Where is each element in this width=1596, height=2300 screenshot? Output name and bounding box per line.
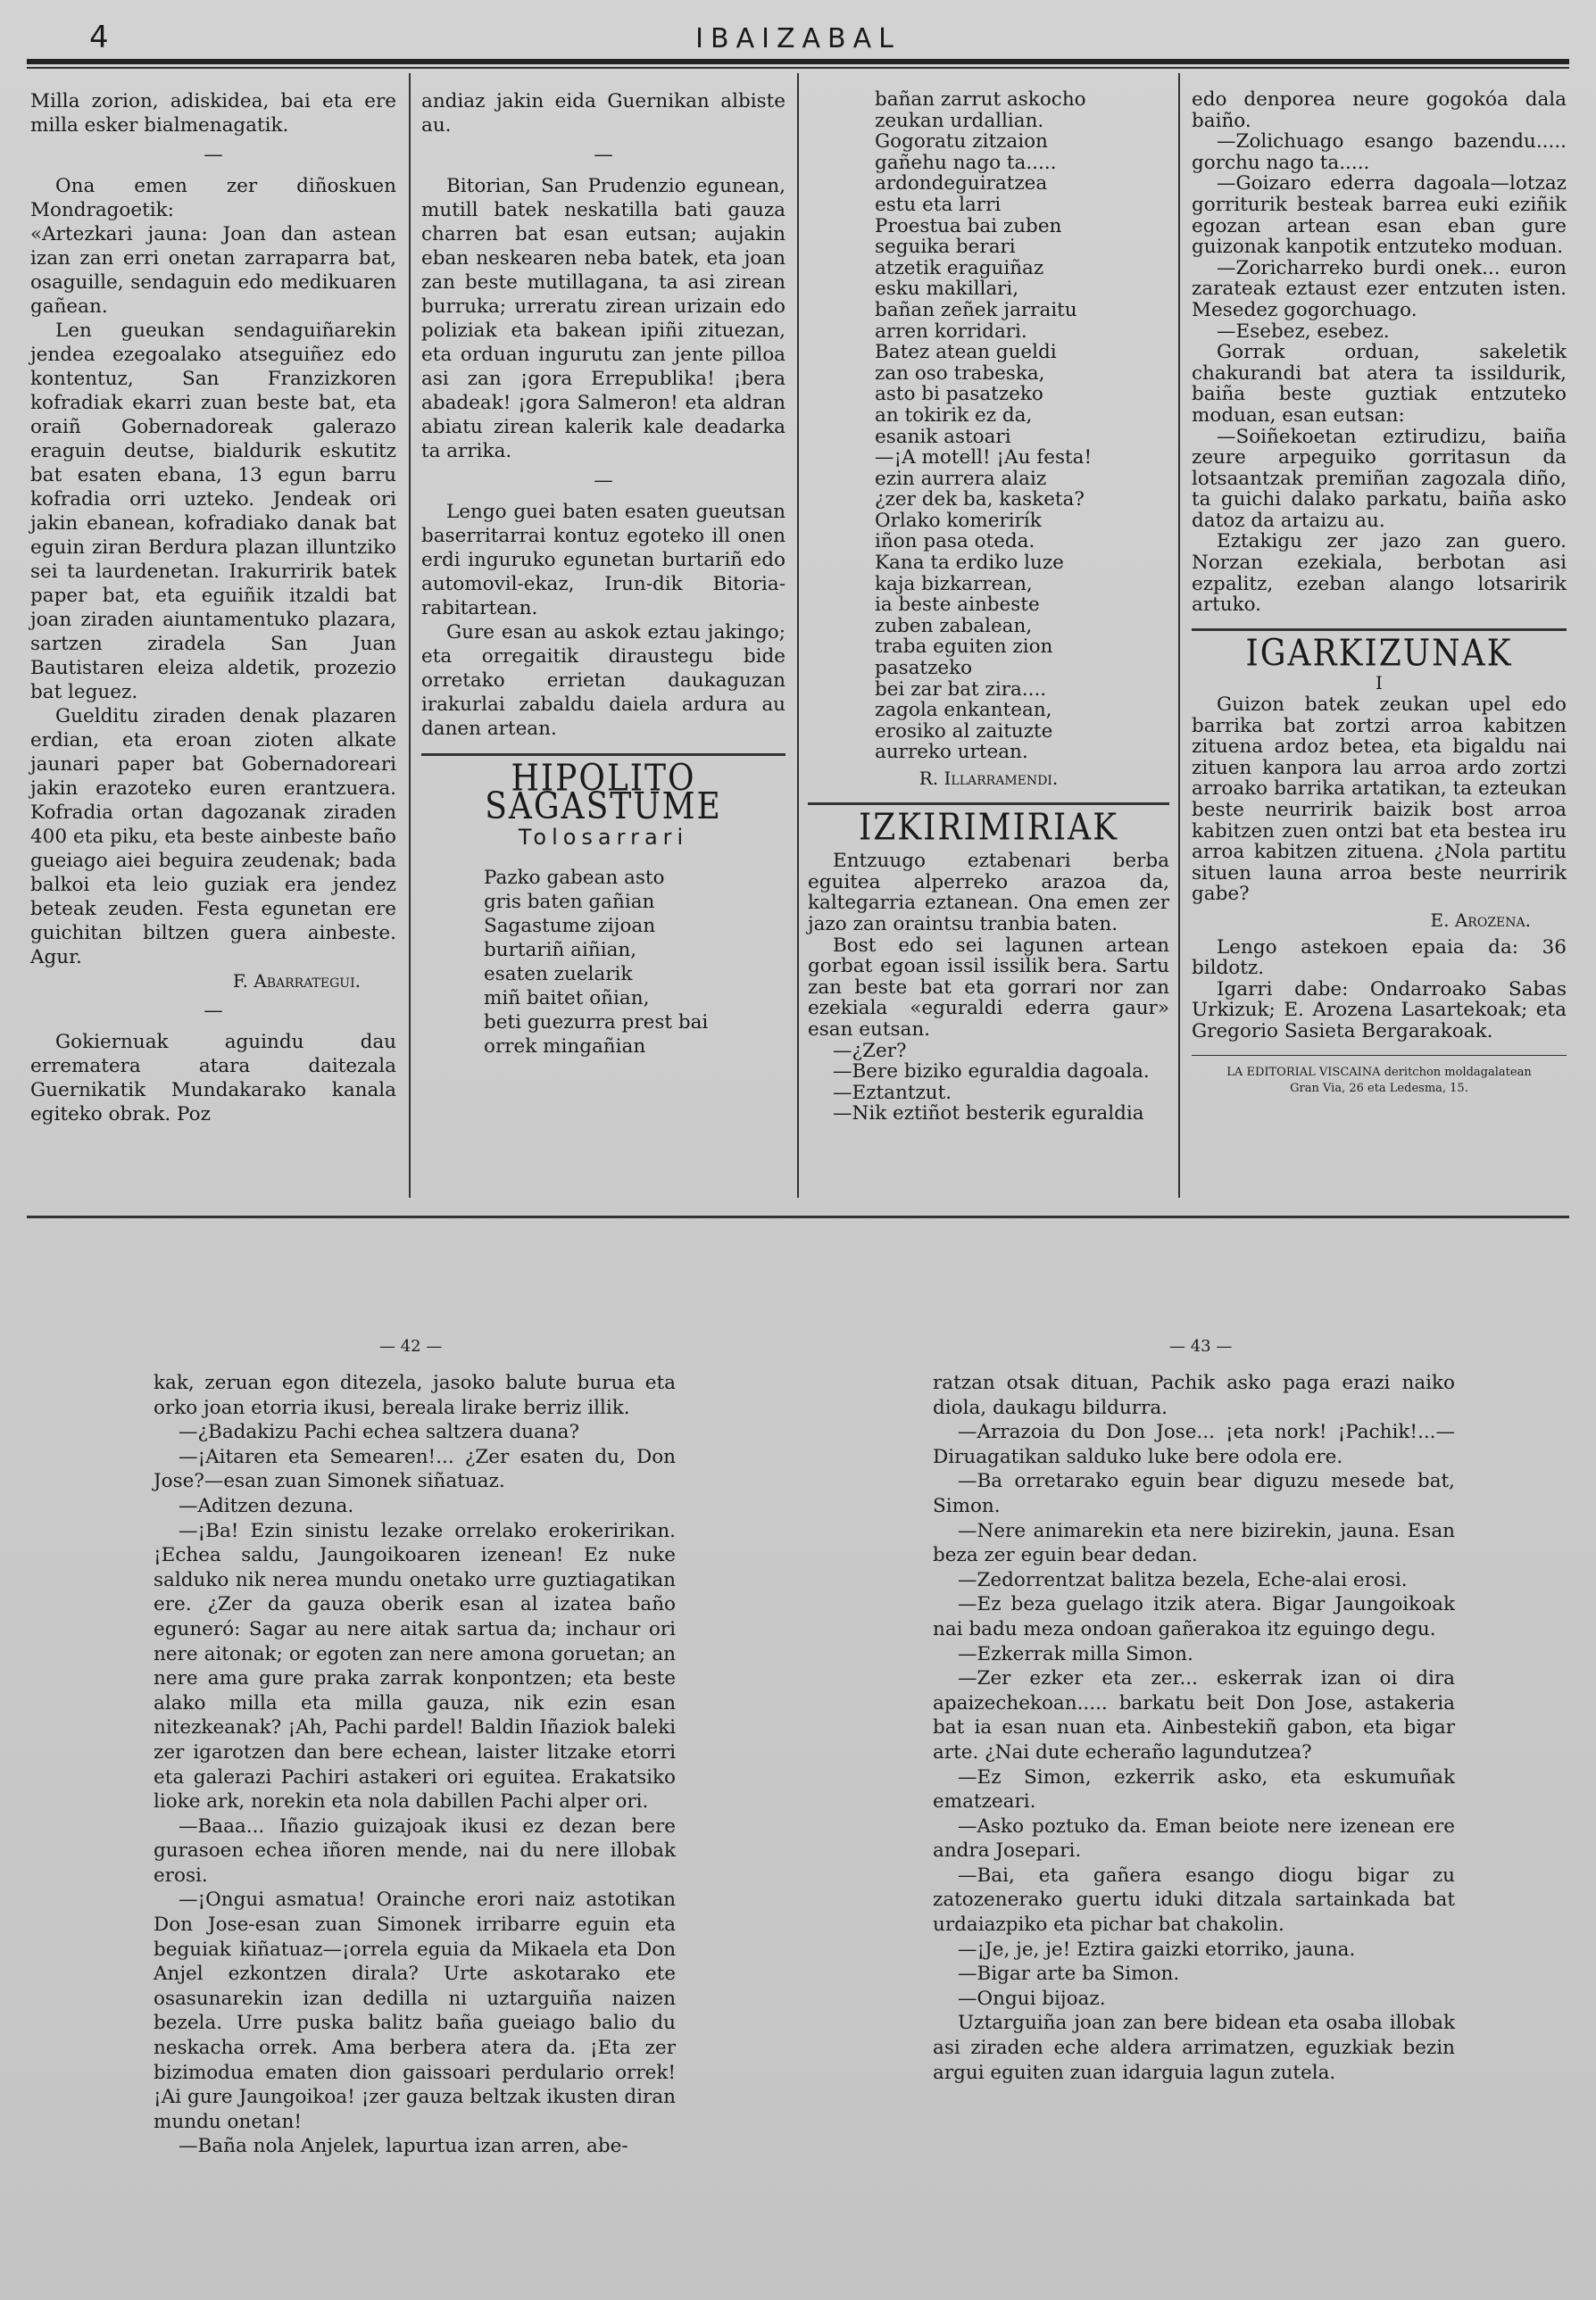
- page-bottom-rule: [27, 1216, 1569, 1218]
- column-1: [30, 89, 396, 1126]
- paragraph: Lengo guei baten esaten gueutsan baserritarrai kontuz egoteko ill onen erdi inguruko egunetan burtariñ edo automovil-ekaz, Irun-dik Bitoria-rabitartean.: [421, 501, 786, 619]
- separator: —: [594, 144, 613, 166]
- paragraph: Gokiernuak aguindu dau errematera atara daitezala Guernikatik Mundakarako kanala egiteko obrak. Poz: [30, 1031, 396, 1125]
- verse-line: asto bi pasatzeko: [875, 383, 1043, 406]
- lower-right-page: [933, 1371, 1455, 2085]
- newspaper-title: IBAIZABAL: [695, 23, 901, 54]
- signature: R. Illarramendi.: [919, 768, 1059, 789]
- paragraph: andiaz jakin eida Guernikan albiste au.: [421, 90, 786, 137]
- verse-line: iñon pasa oteda.: [875, 530, 1035, 553]
- imprint: LA EDITORIAL VISCAINA deritchon moldagalatean: [1226, 1065, 1532, 1079]
- verse-line: ia beste ainbeste: [875, 594, 1040, 617]
- verse-line: miñ baitet oñian,: [484, 987, 650, 1009]
- column-divider: [797, 73, 799, 1198]
- lower-right-page-number: — 43 —: [1169, 1337, 1233, 1356]
- paragraph: —Bere biziko eguraldia dagoala.: [833, 1060, 1150, 1084]
- section-title: IGARKIZUNAK: [1245, 632, 1513, 675]
- verse-line: pasatzeko: [875, 657, 973, 680]
- paragraph: Entzuugo eztabenari berba eguitea alperreko arazoa da, kaltegarria eztanean. Ona emen zer jazo zan oraintsu tranbia baten.: [808, 850, 1169, 935]
- verse-line: Pazko gabean asto: [484, 867, 665, 889]
- column-divider: [409, 73, 411, 1198]
- paragraph: —Aditzen dezuna.: [179, 1494, 354, 1517]
- verse-line: kaja bizkarrean,: [875, 572, 1033, 595]
- paragraph: Ona emen zer diñoskuen Mondragoetik:: [30, 175, 396, 221]
- verse-line: burtariñ aiñian,: [484, 939, 637, 961]
- paragraph: —Eztantzut.: [833, 1081, 952, 1104]
- page-header: [27, 16, 1569, 61]
- paragraph: Guelditu ziraden denak plazaren erdian, eta eroan zioten alkate jaunari paper bat Gobernadoreari jakin erazoteko euren erantzuera. Kofradia ortan dagozanak ziraden 400 eta piku, eta beste ainbeste baño gueiago aiei beguira zeudenak; bada balkoi eta leio guziak era jendez beteak zeuden. Festa egunetan ere guichitan biltzen guera ainbeste. Agur.: [30, 705, 396, 968]
- section-body: [808, 851, 1169, 1125]
- riddle-number: I: [1376, 672, 1383, 694]
- section-rule: [808, 802, 1169, 805]
- paragraph: edo denporea neure gogokóa dala baiño.: [1192, 88, 1567, 132]
- paragraph: —Zer ezker eta zer... eskerrak izan oi dira apaizechekoan..... barkatu beit Don Jose, astakeria bat ia esan nuan eta. Ainbestekiñ gabon, eta bigar arte. ¿Nai dute echeraño lagundutzea?: [933, 1667, 1455, 1764]
- riddle-text: Guizon batek zeukan upel edo barrika bat zortzi arroa kabitzen zituena ardoz betea, eta bigaldu nai zituen kanpora lau arroa ardo zortzi arroako barrika artatikan, ta ezteukan beste neurririk baizik bost arroa kabitzen zuen ontzi bat eta bestea iru arroa kabitzen zituena. ¿Nola partitu situen launa arroa beste neurririk gabe?: [1192, 693, 1567, 906]
- paragraph: Milla zorion, adiskidea, bai eta ere milla esker bialmenagatik.: [30, 90, 396, 137]
- poem-title: HIPOLITO SAGASTUME: [485, 757, 722, 828]
- paragraph: —Ez Simon, ezkerrik asko, eta eskumuñak ematzeari.: [933, 1765, 1455, 1814]
- paragraph: —Baña nola Anjelek, lapurtua izan arren, abe-: [179, 2135, 628, 2158]
- verse-line: zuben zabalean,: [875, 614, 1033, 637]
- verse-line: zagola enkantean,: [875, 699, 1052, 722]
- verse-line: Sagastume zijoan: [484, 915, 656, 937]
- verse-line: bei zar bat zira....: [875, 677, 1047, 701]
- paragraph: —¿Zer?: [833, 1039, 907, 1062]
- column-divider: [1178, 73, 1180, 1198]
- verse-line: bañan zeñek jarraitu: [875, 298, 1077, 321]
- paragraph: —Ez beza guelago itzik atera. Bigar Jaungoikoak nai badu meza ondoan gañerakoa itz eguingo degu.: [933, 1593, 1455, 1640]
- paragraph: ratzan otsak dituan, Pachik asko paga erazi naiko diola, daukagu bildurra.: [933, 1372, 1455, 1419]
- poem-verses-continued: [808, 89, 1169, 763]
- verse-line: esaten zuelarik: [484, 963, 633, 985]
- paragraph: —¿Badakizu Pachi echea saltzera duana?: [179, 1421, 580, 1444]
- paragraph: —Esebez, esebez.: [1217, 320, 1390, 343]
- paragraph: Bost edo sei lagunen artean gorbat egoan issil issilik bera. Sartu zan beste bat eta gorrari nor zan ezekiala «eguraldi ederra gaur» esan eutsan.: [808, 934, 1169, 1041]
- verse-line: estu eta larri: [875, 193, 1002, 216]
- paragraph: —Nik eztiñot besterik eguraldia: [833, 1102, 1144, 1125]
- header-rule-thin: [27, 67, 1569, 69]
- paragraph: —Arrazoia du Don Jose... ¡eta nork! ¡Pachik!...—Diruagatikan salduko luke bere odola ere.: [933, 1421, 1455, 1468]
- paragraph: —Ezkerrak milla Simon.: [958, 1642, 1193, 1665]
- header-rule: [27, 59, 1569, 64]
- verse-line: ardondeguiratzea: [875, 172, 1048, 195]
- verse-line: gañehu nago ta.....: [875, 151, 1057, 174]
- paragraph: Gure esan au askok eztau jakingo; eta orregaitik diraustegu bide orretako errietan daukaguzan irakurlai zabaldu daiela ardura au danen artean.: [421, 621, 786, 740]
- verse-line: ¿zer dek ba, kasketa?: [875, 488, 1085, 511]
- poem-subtitle: Tolosarrari: [518, 825, 689, 850]
- verse-line: traba eguiten zion: [875, 635, 1053, 659]
- paragraph: —Zolichuago esango bazendu..... gorchu nago ta.....: [1192, 130, 1567, 174]
- section-rule: [1192, 1055, 1567, 1056]
- section-title: IZKIRIMIRIAK: [859, 806, 1118, 849]
- paragraph: —Baaa... Iñazio guizajoak ikusi ez dezan bere gurasoen echea iñoren mende, nai du nere illobak erosi.: [154, 1814, 676, 1887]
- imprint-address: Gran Via, 26 eta Ledesma, 15.: [1290, 1081, 1468, 1095]
- verse-line: ezin aurrera alaiz: [875, 467, 1047, 490]
- paragraph: —Soiñekoetan eztirudizu, baiña zeure arpeguiko gorritasun da lotsaantzak premiñan zagozala diño, ta guichi dalako parkatu, baiña asko datoz da artaizu au.: [1192, 425, 1567, 532]
- verse-line: esanik astoari: [875, 425, 1011, 448]
- verse-line: gris baten gañian: [484, 891, 655, 913]
- paragraph: —Nere animarekin eta nere bizirekin, jauna. Esan beza zer eguin bear dedan.: [933, 1519, 1455, 1567]
- paragraph: Bitorian, San Prudenzio egunean, mutill batek neskatilla bati gauza charren bat esan eutsan; aujakin eban neskearen neba batek, eta joan zan beste mutillagana, ta asi zirean burruka; urreratu zirean urizain edo poliziak eta bakean ipiñi zituezan, eta orduan ingurutu zan jente pilloa asi zan ¡gora Errepublika! ¡bera abadeak! ¡gora Salmeron! eta aldran abiatu zirean kalerik kale deadarka ta arrika.: [421, 175, 786, 462]
- paragraph: —Ongui bijoaz.: [958, 1987, 1106, 2010]
- verse-line: seguika berari: [875, 236, 1016, 259]
- paragraph: —Bai, eta gañera esango diogu bigar zu zatozenerako guertu iduki ditzala sartainkada bat urdaiazpiko eta pichar bat chakolin.: [933, 1864, 1455, 1937]
- verse-line: atzetik eraguiñaz: [875, 256, 1044, 279]
- verse-line: Kana ta erdiko luze: [875, 552, 1064, 575]
- verse-line: zan oso trabeska,: [875, 361, 1045, 385]
- paragraph: —Bigar arte ba Simon.: [958, 1963, 1180, 1986]
- verse-line: erosiko al zaituzte: [875, 719, 1053, 743]
- paragraph: Eztakigu zer jazo zan guero. Norzan ezekiala, berbotan asi ezpalitz, ezeban alango lotsaririk artuko.: [1192, 530, 1567, 617]
- verse-line: Gogoratu zitzaion: [875, 130, 1048, 154]
- separator: —: [204, 144, 223, 166]
- verse-line: bañan zarrut askocho: [875, 88, 1086, 111]
- separator: —: [204, 1000, 223, 1022]
- answer-text: Lengo astekoen epaia da: 36 bildotz.: [1192, 935, 1567, 980]
- section-rule: [1192, 628, 1567, 631]
- paragraph: kak, zeruan egon ditezela, jasoko balute burua eta orko joan etorria ikusi, bereala lirake berriz illik.: [154, 1372, 676, 1419]
- signature: E. Arozena.: [1430, 909, 1531, 931]
- verse-line: —¡A motell! ¡Au festa!: [875, 446, 1093, 469]
- separator: —: [594, 469, 613, 492]
- lower-left-page: [154, 1371, 676, 2159]
- verse-line: orrek mingañian: [484, 1035, 646, 1058]
- poem-verses: [421, 866, 786, 1059]
- paragraph: —¡Ongui asmatua! Orainche erori naiz astotikan Don Jose-esan zuan Simonek irribarre eguin eta beguiak kiñatuaz—¡orrela eguia da Mikaela eta Don Anjel ezkontzen dirala? Urte askotarako ete osasunarekin izan dedilla ni uztarguiña naizen bezela. Urre puska balitz baña gueiago balio du neskacha orrek. Ama berbera atera da. ¡Eta zer bizimodua ematen dion gaissoari perdulario orrek! ¡Ai gure Jaungoikoa! ¡zer gauza beltzak ikusten diran mundu onetan!: [154, 1889, 676, 2133]
- signature: F. Abarrategui.: [232, 970, 361, 992]
- verse-line: Batez atean gueldi: [875, 341, 1057, 364]
- verse-line: esku makillari,: [875, 278, 1019, 301]
- verse-line: Proestua bai zuben: [875, 214, 1062, 237]
- paragraph: —Zoricharreko burdi onek... euron zarateak eztaust ezer entzuten isten. Mesedez gogorchuago.: [1192, 256, 1567, 321]
- paragraph: «Artezkari jauna: Joan dan astean izan zan erri onetan zarraparra bat, osaguille, sendaguin edo medikuaren gañean.: [30, 223, 396, 318]
- paragraph: Uztarguiña joan zan bere bidean eta osaba illobak asi ziraden eche aldera arrimatzen, eguzkiak bezin argui eguiten zuan idarguia lagun zutela.: [933, 2012, 1455, 2084]
- column-4: [1192, 89, 1567, 1097]
- verse-line: beti guezurra prest bai: [484, 1011, 709, 1034]
- column-2: [421, 89, 786, 1059]
- paragraph: Gorrak orduan, sakeletik chakurandi bat atera ta issildurik, baiña beste guztiak entzuteko moduan, esan eutsan:: [1192, 341, 1567, 427]
- verse-line: zeukan urdallian.: [875, 109, 1044, 132]
- paragraph: Len gueukan sendaguiñarekin jendea ezegoalako atseguiñez edo kontentuz, San Franzizkoren kofradiak ekarri zuan beste bat, eta oraiñ Gobernadoreak galerazo eraguin deutse, bialdurik eskutitz bat esaten ebana, 13 egun barru kofradia orri uzteko. Jendeak ori jakin ebanean, kofradiako danak bat eguin ziran Berdura plazan illuntziko sei ta laurdenetan. Irakurririk batek paper bat, eta eguiñik itzaldi bat joan ziraden aiuntamentuko plazara, sartzen ziradela San Juan Bautistaren eleiza aldetik, prozezio bat leguez.: [30, 320, 396, 703]
- winners-text: Igarri dabe: Ondarroako Sabas Urkizuk; E. Arozena Lasartekoak; eta Gregorio Sasieta Bergarakoak.: [1192, 977, 1567, 1042]
- page-number: 4: [89, 20, 109, 55]
- verse-line: Orlako komerirík: [875, 509, 1042, 532]
- paragraph: —Ba orretarako eguin bear diguzu mesede bat, Simon.: [933, 1470, 1455, 1517]
- paragraph: —Zedorrentzat balitza bezela, Eche-alai erosi.: [958, 1568, 1408, 1591]
- paragraph: —¡Je, je, je! Eztira gaizki etorriko, jauna.: [958, 1938, 1356, 1961]
- verse-line: an tokirik ez da,: [875, 403, 1033, 427]
- paragraph: —Asko poztuko da. Eman beiote nere izenean ere andra Josepari.: [933, 1814, 1455, 1863]
- section-rule: [421, 753, 786, 756]
- verse-line: arren korridari.: [875, 320, 1027, 343]
- verse-line: aurreko urtean.: [875, 741, 1028, 764]
- paragraph: —¡Aitaren eta Semearen!... ¿Zer esaten du, Don Jose?—esan zuan Simonek siñatuaz.: [154, 1445, 676, 1493]
- lower-left-page-number: — 42 —: [379, 1337, 443, 1356]
- column-3: [808, 89, 1169, 1125]
- paragraph: —Goizaro ederra dagoala—lotzaz gorriturik besteak barrea euki eziñik egozan artean esan eban gure guizonak kanpotik entzuteko moduan.: [1192, 172, 1567, 259]
- paragraph: —¡Ba! Ezin sinistu lezake orrelako erokeririkan. ¡Echea saldu, Jaungoikoaren izenean! Ez nuke salduko nik nerea mundu onetako urre guztiagatikan ere. ¿Zer da gauza oberik esan al izatea baño eguneró: Sagar au nere aitak sartua da; inchaur ori nere aitonak; or egoten zan nere amona goruetan; an nere ama gure praka zarrak konpontzen; eta beste alako milla eta milla gauza, nik ezin esan nitezkeanak? ¡Ah, Pachi pardel! Baldin Iñaziok baleki zer igarotzen dan bere echean, laister litzake etorri eta galerazi Pachiri astakeri ori eguitea. Erakatsiko lioke ark, norekin eta nola dabillen Pachi alper ori.: [154, 1519, 676, 1814]
